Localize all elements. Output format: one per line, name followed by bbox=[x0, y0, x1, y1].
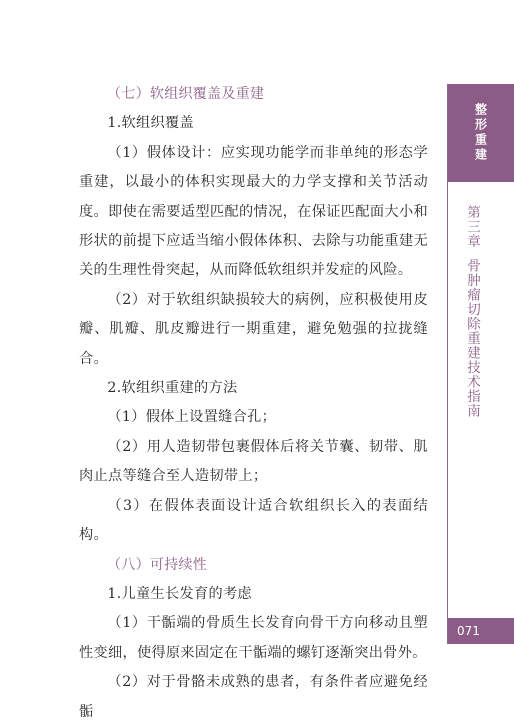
paragraph: （2）对于骨骼未成熟的患者，有条件者应避免经骺 bbox=[79, 674, 428, 720]
section-heading: （八）可持续性 bbox=[107, 556, 208, 573]
subsection-heading: 1.儿童生长发育的考虑 bbox=[107, 585, 252, 602]
section-tab bbox=[448, 84, 514, 182]
section-tab-label: 整形重建 bbox=[473, 103, 488, 163]
section-heading: （七）软组织覆盖及重建 bbox=[107, 86, 265, 102]
paragraph: （2）对于软组织缺损较大的病例，应积极使用皮瓣、肌瓣、肌皮瓣进行一期重建，避免勉强的拉拢缝合。 bbox=[79, 291, 428, 367]
paragraph: （1）假体上设置缝合孔； bbox=[107, 409, 277, 426]
paragraph: （2）用人造韧带包裹假体后将关节囊、韧带、肌肉止点等缝合至人造韧带上； bbox=[79, 438, 428, 485]
page-number: 071 bbox=[448, 618, 514, 644]
subsection-heading: 2.软组织重建的方法 bbox=[107, 380, 238, 397]
paragraph: （1）假体设计：应实现功能学而非单纯的形态学重建，以最小的体积实现最大的力学支撑和关节活动度。即使在需要适型匹配的情况，在保证匹配面大小和形状的前提下应适当缩小假体体积、去除与功能重建无关的生理性骨突起，从而降低软组织并发症的风险。 bbox=[79, 144, 428, 279]
page-body bbox=[79, 80, 428, 727]
subsection-heading: 1.软组织覆盖 bbox=[107, 115, 194, 132]
paragraph: （3）在假体表面设计适合软组织长入的表面结构。 bbox=[79, 497, 428, 544]
chapter-prefix: 第三章 bbox=[464, 205, 480, 249]
chapter-title bbox=[463, 205, 481, 418]
chapter-name: 骨肿瘤切除重建技术指南 bbox=[464, 258, 480, 418]
paragraph: （1）干骺端的骨质生长发育向骨干方向移动且塑性变细，使得原来固定在干骺端的螺钉逐渐突出骨外。 bbox=[79, 615, 428, 661]
